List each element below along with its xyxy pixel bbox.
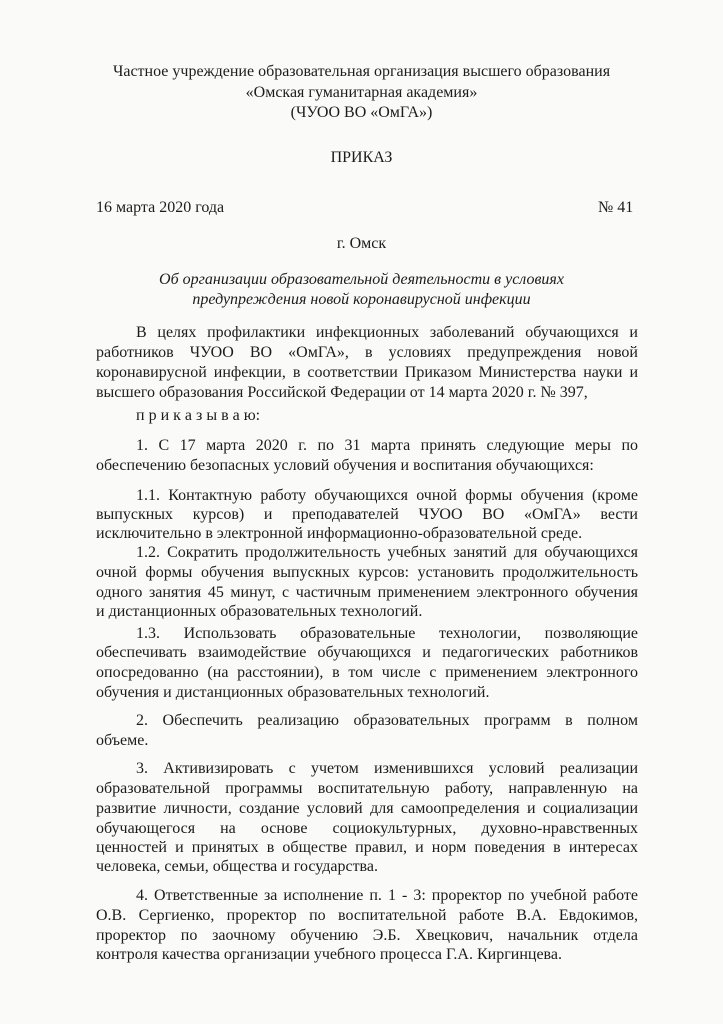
document-type: ПРИКАЗ [330,149,393,166]
item-1-3-line-4: обучения и дистанционных образовательных технологий. [96,684,490,701]
item-3-line-6: человека, семьи, общества и государства. [96,858,378,875]
item-1-2-line-3: одного занятия 45 минут, с частичным применением электронного обучения [96,584,638,601]
item-1-3-line-1: 1.3. Использовать образовательные технологии, позволяющие [136,625,638,642]
item-1-1-line-1: 1.1. Контактную работу обучающихся очной формы обучения (кроме [136,487,638,504]
item-1-1-line-2: выпускных курсов) и преподавателей ЧУОО ВО «ОмГА» вести [96,506,638,523]
city: г. Омск [336,235,387,252]
subject-line-1: Об организации образовательной деятельности в условиях [159,271,564,288]
item-3-line-2: образовательной программы воспитательную работу, направленную на [96,780,638,797]
item-3-line-3: развитие личности, создание условий для самоопределения и социализации [96,800,638,817]
org-name-line-2: «Омская гуманитарная академия» [245,84,478,101]
item-2-line-2: объеме. [96,732,149,749]
item-3-line-1: 3. Активизировать с учетом изменившихся условий реализации [136,760,638,777]
item-1-3-line-3: опосредованно (на расстоянии), в том числе с применением электронного [96,664,638,681]
preamble-line-4: высшего образования Российской Федерации от 14 марта 2020 г. № 397, [96,384,588,401]
item-1-2-line-4: и дистанционных образовательных технологий. [96,603,423,620]
item-3-line-4: обучающегося на основе социокультурных, духовно-нравственных [96,820,638,837]
item-3-line-5: ценностей и принятых в обществе правил, и норм поведения в интересах [96,839,638,856]
item-4-line-4: контроля качества организации учебного процесса Г.А. Киргинцева. [96,946,562,963]
order-word: п р и к а з ы в а ю: [136,407,261,424]
item-1-2-line-1: 1.2. Сократить продолжительность учебных занятий для обучающихся [136,544,638,561]
item-1-1-line-3: исключительно в электронной информационно-образовательной среде. [96,525,583,542]
item-1-line-2: обеспечению безопасных условий обучения и воспитания обучающихся: [96,457,594,474]
item-4-line-3: проректор по заочному обучению Э.Б. Хвецкович, начальник отдела [96,927,638,944]
preamble-line-1: В целях профилактики инфекционных заболеваний обучающихся и [136,324,638,341]
preamble-line-3: коронавирусной инфекции, в соответствии Приказом Министерства науки и [96,364,638,381]
item-1-line-1: 1. С 17 марта 2020 г. по 31 марта принять следующие меры по [136,437,638,454]
order-date: 16 марта 2020 года [96,199,225,216]
item-4-line-2: О.В. Сергиенко, проректор по воспитательной работе В.А. Евдокимов, [96,907,638,924]
item-4-line-1: 4. Ответственные за исполнение п. 1 - 3: проректор по учебной работе [136,887,638,904]
org-abbreviation: (ЧУОО ВО «ОмГА») [290,104,433,121]
order-number: № 41 [598,199,634,216]
item-1-2-line-2: очной формы обучения выпускных курсов: установить продолжительность [96,564,638,581]
preamble-line-2: работников ЧУОО ВО «ОмГА», в условиях предупреждения новой [96,344,638,361]
subject-line-2: предупреждения новой коронавирусной инфекции [192,291,531,308]
item-1-3-line-2: обеспечивать взаимодействие обучающихся и педагогических работников [96,644,638,661]
item-2-line-1: 2. Обеспечить реализацию образовательных программ в полном [136,712,638,729]
org-name-line-1: Частное учреждение образовательная организация высшего образования [112,63,611,80]
